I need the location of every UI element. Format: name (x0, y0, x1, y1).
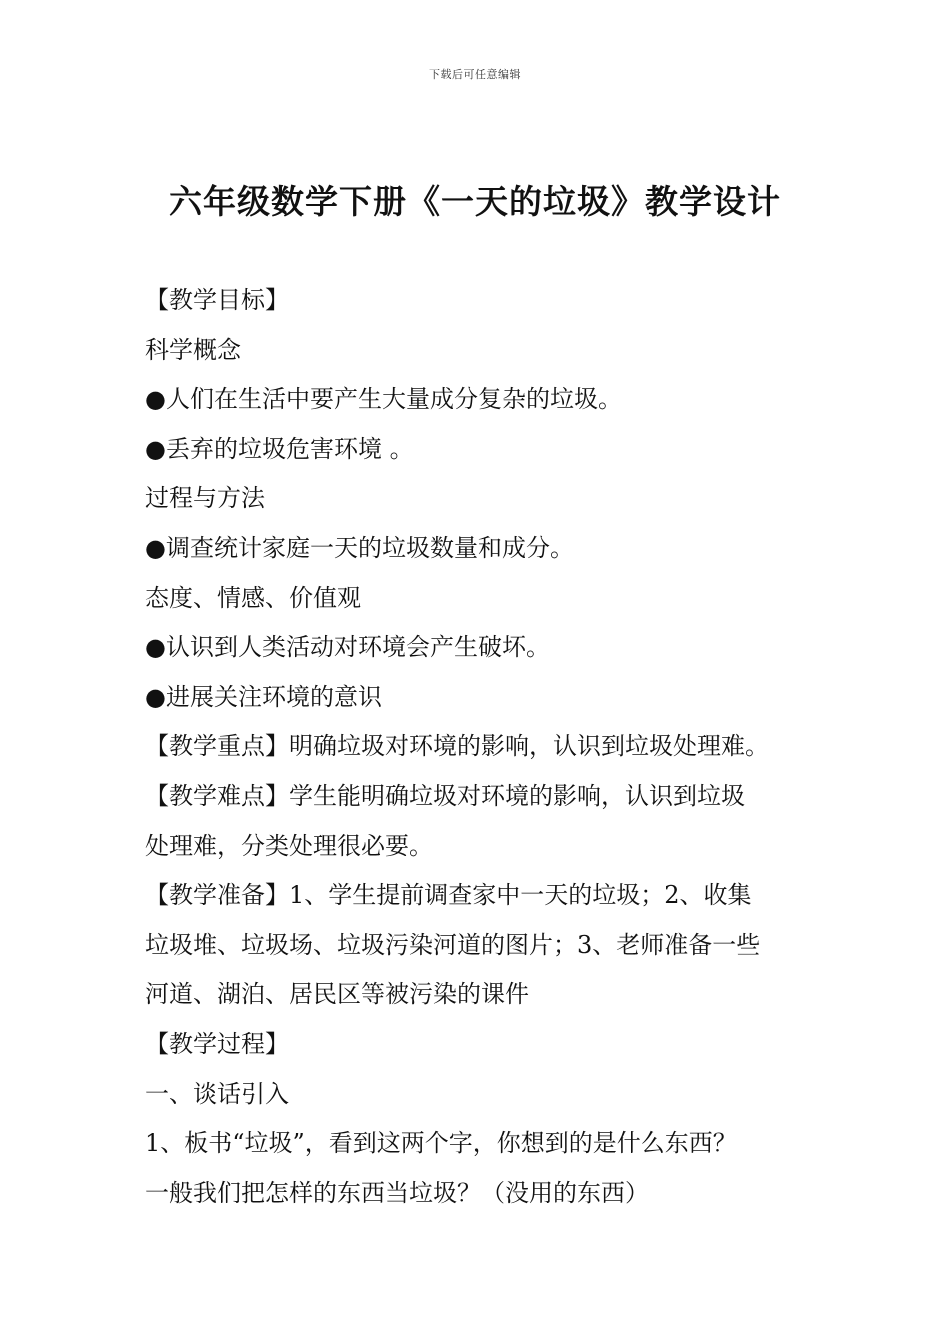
paragraph-step-1: 1、板书“垃圾”，看到这两个字，你想到的是什么东西？ (145, 1129, 737, 1158)
section-heading-objectives: 【教学目标】 (145, 286, 289, 314)
paragraph-difficulties: 【教学难点】学生能明确垃圾对环境的影响，认识到垃圾 (145, 781, 745, 810)
paragraph-preparation: 【教学准备】1、学生提前调查家中一天的垃圾；2、收集 (145, 881, 752, 910)
subheading-introduction: 一、谈话引入 (145, 1079, 289, 1108)
paragraph-preparation-cont: 河道、湖泊、居民区等被污染的课件 (145, 980, 529, 1009)
document-title: 六年级数学下册《一天的垃圾》教学设计 (169, 182, 781, 221)
paragraph-step-1-cont: 一般我们把怎样的东西当垃圾？（没用的东西） (145, 1178, 649, 1207)
paragraph-difficulties-cont: 处理难，分类处理很必要。 (145, 831, 433, 860)
bullet-item: ●人们在生活中要产生大量成分复杂的垃圾。 (145, 385, 622, 414)
subheading-science-concepts: 科学概念 (145, 335, 241, 364)
subheading-attitude-values: 态度、情感、价值观 (145, 583, 361, 612)
bullet-item: ●进展关注环境的意识 (145, 682, 382, 711)
bullet-item: ●认识到人类活动对环境会产生破坏。 (145, 633, 550, 662)
paragraph-preparation-cont: 垃圾堆、垃圾场、垃圾污染河道的图片；3、老师准备一些 (145, 930, 761, 959)
subheading-process-methods: 过程与方法 (145, 484, 265, 513)
bullet-item: ●调查统计家庭一天的垃圾数量和成分。 (145, 533, 574, 562)
bullet-item: ●丢弃的垃圾危害环境 。 (145, 434, 414, 463)
section-heading-process: 【教学过程】 (145, 1029, 289, 1058)
paragraph-key-points: 【教学重点】明确垃圾对环境的影响，认识到垃圾处理难。 (145, 732, 769, 761)
page-header-note: 下载后可任意编辑 (429, 68, 521, 81)
document-body (145, 280, 810, 1222)
